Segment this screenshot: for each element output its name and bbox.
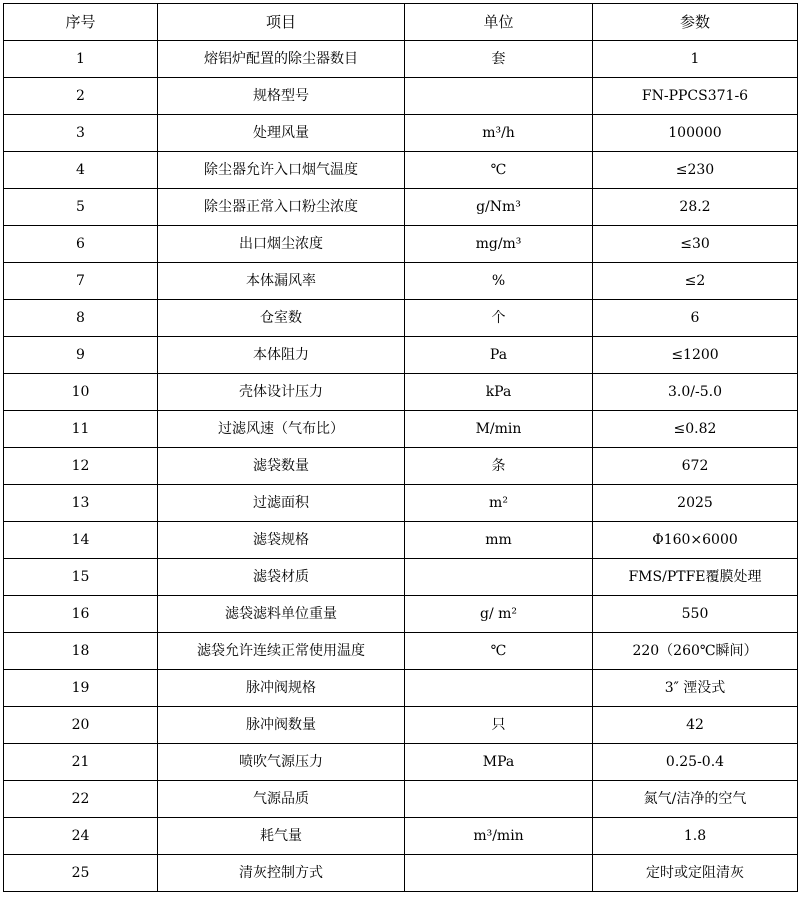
cell-no: 8 [4,300,158,337]
table-row [4,226,798,263]
cell-unit [405,855,593,892]
cell-value: 28.2 [593,189,798,226]
table-row [4,41,798,78]
cell-value: 100000 [593,115,798,152]
cell-unit [405,78,593,115]
cell-no: 20 [4,707,158,744]
cell-no: 22 [4,781,158,818]
cell-value: 0.25-0.4 [593,744,798,781]
cell-no: 12 [4,448,158,485]
table-row [4,522,798,559]
cell-item: 耗气量 [158,818,405,855]
cell-unit: mg/m³ [405,226,593,263]
cell-item: 喷吹气源压力 [158,744,405,781]
cell-no: 4 [4,152,158,189]
table-row [4,411,798,448]
header-no: 序号 [4,4,158,41]
cell-value: 220（260℃瞬间） [593,633,798,670]
table-row [4,485,798,522]
cell-value: FN-PPCS371-6 [593,78,798,115]
cell-value: 672 [593,448,798,485]
header-item: 项目 [158,4,405,41]
cell-unit: 只 [405,707,593,744]
cell-unit: M/min [405,411,593,448]
cell-unit: ℃ [405,633,593,670]
cell-value: ≤30 [593,226,798,263]
table-row [4,152,798,189]
table-row [4,374,798,411]
cell-item: 滤袋滤料单位重量 [158,596,405,633]
cell-unit: ℃ [405,152,593,189]
cell-unit: 个 [405,300,593,337]
cell-no: 18 [4,633,158,670]
cell-unit: 条 [405,448,593,485]
table-row [4,670,798,707]
table-row [4,596,798,633]
cell-unit: m³/h [405,115,593,152]
cell-item: 脉冲阀规格 [158,670,405,707]
spec-table-body [4,41,798,892]
cell-value: 氮气/洁净的空气 [593,781,798,818]
cell-item: 本体漏风率 [158,263,405,300]
cell-item: 壳体设计压力 [158,374,405,411]
cell-unit: 套 [405,41,593,78]
table-row [4,300,798,337]
cell-no: 6 [4,226,158,263]
cell-value: ≤1200 [593,337,798,374]
cell-item: 过滤面积 [158,485,405,522]
cell-unit [405,559,593,596]
table-row [4,448,798,485]
cell-unit: Pa [405,337,593,374]
table-row [4,115,798,152]
cell-no: 15 [4,559,158,596]
cell-value: 550 [593,596,798,633]
table-row [4,263,798,300]
cell-no: 13 [4,485,158,522]
cell-no: 1 [4,41,158,78]
cell-value: Φ160×6000 [593,522,798,559]
cell-no: 10 [4,374,158,411]
cell-item: 处理风量 [158,115,405,152]
cell-no: 11 [4,411,158,448]
cell-item: 除尘器允许入口烟气温度 [158,152,405,189]
cell-no: 3 [4,115,158,152]
table-row [4,337,798,374]
cell-unit [405,670,593,707]
cell-unit: kPa [405,374,593,411]
cell-item: 脉冲阀数量 [158,707,405,744]
cell-item: 熔铝炉配置的除尘器数目 [158,41,405,78]
cell-value: ≤0.82 [593,411,798,448]
cell-no: 25 [4,855,158,892]
table-row [4,633,798,670]
table-row [4,781,798,818]
cell-no: 5 [4,189,158,226]
cell-unit: m² [405,485,593,522]
spec-table-header [4,4,798,41]
cell-value: 定时或定阻清灰 [593,855,798,892]
cell-unit: m³/min [405,818,593,855]
cell-item: 气源品质 [158,781,405,818]
cell-no: 24 [4,818,158,855]
cell-value: 2025 [593,485,798,522]
cell-item: 仓室数 [158,300,405,337]
cell-value: FMS/PTFE覆膜处理 [593,559,798,596]
cell-value: 1 [593,41,798,78]
table-row [4,744,798,781]
cell-item: 滤袋规格 [158,522,405,559]
cell-no: 7 [4,263,158,300]
cell-item: 本体阻力 [158,337,405,374]
cell-value: ≤2 [593,263,798,300]
cell-no: 21 [4,744,158,781]
cell-item: 清灰控制方式 [158,855,405,892]
cell-no: 2 [4,78,158,115]
cell-item: 滤袋允许连续正常使用温度 [158,633,405,670]
cell-item: 滤袋材质 [158,559,405,596]
cell-value: 3.0/-5.0 [593,374,798,411]
cell-no: 9 [4,337,158,374]
cell-value: 1.8 [593,818,798,855]
spec-table [3,3,798,892]
cell-item: 过滤风速（气布比） [158,411,405,448]
cell-item: 除尘器正常入口粉尘浓度 [158,189,405,226]
cell-unit [405,781,593,818]
cell-value: 42 [593,707,798,744]
table-row [4,189,798,226]
cell-value: ≤230 [593,152,798,189]
header-unit: 单位 [405,4,593,41]
header-value: 参数 [593,4,798,41]
table-row [4,78,798,115]
cell-no: 19 [4,670,158,707]
cell-unit: g/ m² [405,596,593,633]
cell-unit: g/Nm³ [405,189,593,226]
table-row [4,818,798,855]
cell-no: 14 [4,522,158,559]
table-row [4,707,798,744]
cell-value: 3″ 湮没式 [593,670,798,707]
table-row [4,855,798,892]
cell-unit: % [405,263,593,300]
cell-item: 滤袋数量 [158,448,405,485]
cell-unit: MPa [405,744,593,781]
cell-value: 6 [593,300,798,337]
header-row [4,4,798,41]
cell-item: 出口烟尘浓度 [158,226,405,263]
cell-no: 16 [4,596,158,633]
cell-item: 规格型号 [158,78,405,115]
table-row [4,559,798,596]
cell-unit: mm [405,522,593,559]
